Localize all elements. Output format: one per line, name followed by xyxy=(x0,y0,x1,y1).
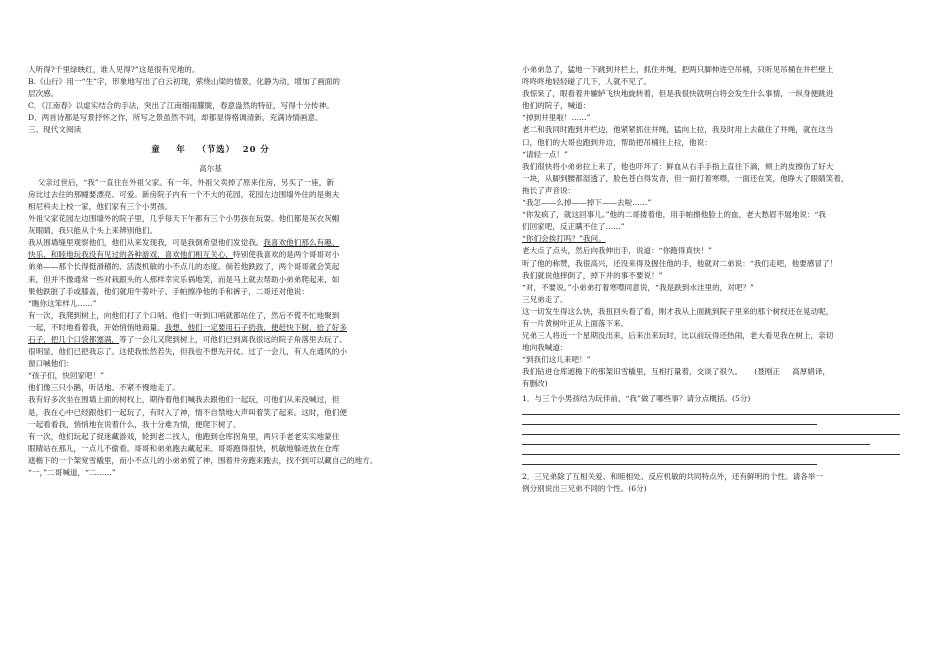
answer-line[interactable] xyxy=(522,405,900,415)
text-line: 房比过去住的那幢要漂亮、可爱。新房院子内有一个不大的花园，花园左边围墙外住的是奥夫 xyxy=(28,189,340,199)
question-2 xyxy=(522,471,900,495)
passage-paragraph-1 xyxy=(28,177,393,237)
text-line: 父亲过世后，“我”一直住在外祖父家。有一年，外祖父卖掉了原来住房，另买了一座，新 xyxy=(28,177,334,187)
text-line: C．《江南春》以虚实结合的手法，突出了江南细雨朦胧，春意盎然的特征，写得十分传神。 xyxy=(28,101,334,111)
text-line: 我有好多次坐在围墙上面的树杈上，期待着他们喊我去跟他们一起玩，可他们从来没喊过，但 xyxy=(28,395,340,405)
text-line: “你发疯了，就这回事儿。”他的二哥搂着他，用手帕擦他脸上的血，老大愁眉不展地说：“我 xyxy=(522,210,826,220)
text-line: 兄弟三人将近一个星期没出来，后来出来玩时，比以前玩得还热闹，老大看见我在树上，亲切 xyxy=(522,331,834,341)
text-line: “瞧你这笨样儿……” xyxy=(28,298,97,308)
text-line xyxy=(28,322,393,334)
text-line: 我们钻进仓库遮檐下的那架旧雪橇里，互相打量着，交谈了很久。 (聂刚正 高厚娟译， xyxy=(522,367,831,377)
text-span: 一起，不时地看着我，开始悄悄地商量。 xyxy=(28,322,165,332)
text-line xyxy=(28,249,393,261)
text-line xyxy=(28,237,393,249)
passage-author: 高尔基 xyxy=(199,163,222,173)
text-line: 有一次，他们玩起了捉迷藏游戏，轮到老二找人，他跑到仓库拐角里，两只手老老实实地蒙住 xyxy=(28,431,340,441)
text-line: 咚咚咚地轻轻碰了几下，人就不见了。 xyxy=(522,77,652,87)
text-line: 是，我在心中已经跟他们一起玩了，有时入了神，情不自禁地大声叫着笑了起来。这时，他们便 xyxy=(28,407,347,417)
left-column xyxy=(28,64,393,479)
underlined-sentence: 快乐、和睦地玩我没有见过的各种游戏，喜欢他们相互关心， xyxy=(28,250,234,260)
text-line: 灰眼睛，我只能从个头上来辨别他们。 xyxy=(28,226,158,236)
text-line: 来，但并不像通常一些对栽跟头的人那样幸灾乐祸地笑，而是马上就去帮助小弟弟爬起来，如 xyxy=(28,274,340,284)
underlined-sentence: 石子，把几个口袋都塞满， xyxy=(28,334,120,344)
text-line: 听了他的称赞，我很高兴，还没来得及握住他的手，他就对二弟说：“我们走吧，他要感冒了！ xyxy=(522,258,838,268)
answer-area-1[interactable] xyxy=(522,405,900,465)
text-line: 人听得?千里绿映红，谁人见得?”这是很有见地的。 xyxy=(28,65,200,74)
text-line: 老二和我同时跑到井栏边，他紧紧抓住井绳，猛向上拉，我及时用上去截住了井绳，就在这当 xyxy=(522,125,834,135)
text-line: 地向我喊道： xyxy=(522,343,568,353)
text-line: 他们的院子，喊道： xyxy=(522,101,591,111)
answer-line[interactable] xyxy=(522,455,817,465)
underlined-sentence: “你们会挨打吗？”我问。 xyxy=(522,234,606,244)
passage-continued xyxy=(522,64,900,391)
text-line: D．两首诗都是写景抒怀之作，所写之景虽然不同，却都显得格调清新，充满诗情画意。 xyxy=(28,113,323,123)
text-span: 特别使我喜欢的是两个哥哥对小 xyxy=(233,250,340,260)
text-line: 小弟弟急了，猛地一下跳到井栏上，抓住井绳，把两只脚伸进空吊桶，只听见吊桶在井栏壁上 xyxy=(522,65,834,74)
text-line: 窗口喊他们： xyxy=(28,359,74,369)
text-line: 遮檐下的一个架宽雪橇里，而小不点儿的小弟弟慌了神，围着井旁跑来跑去，找不到可以藏自己的地方。 xyxy=(28,455,378,465)
text-line: 例分别说出三兄弟不同的个性。(6分) xyxy=(522,483,647,493)
text-span: 我从围墙缝里观察他们，他们从来发现我，可是我倒希望他们发觉我。 xyxy=(28,238,264,248)
text-line: 我们就说他摔倒了，掉下井的事不要说！” xyxy=(522,270,663,280)
text-line: 我惊呆了，眼看着井辘轳飞快地旋转着，但是我很快就明白将会发生什么事情，一纵身便跳进 xyxy=(522,89,834,99)
text-line: 有一次，我爬到树上，向他们打了个口哨。他们一听到口哨就都站住了，然后不慌不忙地聚到 xyxy=(28,310,340,320)
text-line: 老大点了点头，然后向我伸出手，说道：“你跑得真快！” xyxy=(522,246,713,256)
text-line: B.《山行》用一“生”字，形象地写出了白云初现，萦绕山梁的情景，化静为动，增加了画面的 xyxy=(28,77,340,87)
text-line: “一，”二哥喊道，“二……” xyxy=(28,468,116,477)
text-line: 眼睛站在那儿，一点儿不偷看。哥哥和弟弟跑去藏起来。哥哥跑得很快，机敏地躲进放在仓库 xyxy=(28,443,340,453)
text-line: 一块，从脚到腰都湿透了，脸色苍白得发青，但一面打着寒噤，一面还在笑，他睁大了眼睛笑着， xyxy=(522,173,849,183)
text-line: 有一片黄树叶正从上面落下来。 xyxy=(522,318,629,328)
text-line: 拖长了声音说： xyxy=(522,185,576,195)
question-1: 1．与三个小男孩结为玩伴前，“我”做了哪些事？请分点概括。(5分) xyxy=(522,393,751,403)
text-line: 层次感。 xyxy=(28,89,59,99)
text-line: 三兄弟走了。 xyxy=(522,294,568,304)
answer-line[interactable] xyxy=(522,425,900,435)
text-span: 等了一会儿又爬到树上，可他们已到离我很远的院子角落里去玩了。 xyxy=(119,334,347,344)
underlined-sentence: 我喜欢他们那么有趣、 xyxy=(263,238,340,248)
answer-line[interactable] xyxy=(522,435,870,445)
right-column xyxy=(522,64,900,495)
text-line: 2．三兄弟除了互相关爱、和睦相处、反应机敏的共同特点外，还有鲜明的个性。请各举一 xyxy=(522,471,823,481)
text-line: 一起看看我，悄悄地在说着什么，我十分难为情，便爬下树了。 xyxy=(28,419,241,429)
underlined-sentence: 我想，他们一定要用石子扔我，便赶快下树，拾了好多 xyxy=(164,322,347,332)
answer-line[interactable] xyxy=(522,445,900,455)
text-line: “我怎——么掉——掉下——去啦……” xyxy=(522,198,652,208)
text-line: 果他跌脏了手或膝盖，他们就用牛蒡叶子、手帕擦净他的手和裤子，二哥还对他说： xyxy=(28,286,309,296)
text-line: 相尼科夫上校一家，他们家有三个小男孩。 xyxy=(28,201,173,211)
text-line: “对，不要说，”小弟弟打着寒噤同意说，“我是跌到水洼里的，对吧？” xyxy=(522,282,754,292)
passage-title: 童 年 （节选） 20 分 xyxy=(151,143,270,154)
text-line: “到我们这儿来吧！” xyxy=(522,355,591,365)
text-line: 他们像三只小鹅，听话地、不紧不慢地走了。 xyxy=(28,383,180,393)
section-heading: 三、现代文阅读 xyxy=(28,125,82,135)
text-line: 我们很快将小弟弟拉上来了，他也吓坏了：鲜血从右手手指上直往下滴，颊上的皮擦伤了好大 xyxy=(522,161,834,171)
text-line: 口，他们的大哥也跑到井边，帮助把吊桶往上拉，他说： xyxy=(522,137,712,147)
prev-answer-options xyxy=(28,64,393,137)
answer-line[interactable] xyxy=(522,415,817,425)
text-line xyxy=(28,334,393,346)
text-line: 这一切发生得这么快，我扭回头看了看，刚才我从上面跳到院子里来的那个树杈还在晃动呢， xyxy=(522,306,834,316)
text-line: “请轻一点！” xyxy=(522,149,568,159)
text-line: 外祖父家花园左边围墙外的院子里，几乎每天下午都有三个小男孩在玩耍。他们都是灰衣灰帽 xyxy=(28,214,340,224)
text-line: “掉到井里啦！……” xyxy=(522,113,591,123)
text-line: “孩子们，快回家吧！” xyxy=(28,371,105,381)
text-line: 很明显，他们已把我忘了。这使我怅然若失，但我也不想先开仗。过了一会儿，有人在通风的小 xyxy=(28,347,347,357)
text-line: 有删改) xyxy=(522,379,548,389)
text-line: 弟弟——那个长得挺滑稽的、活泼机敏的小不点儿的态度。倘若他跌跤了，两个哥哥就会笑起 xyxy=(28,262,340,272)
text-line: 们回家吧，反正瞒不住了……” xyxy=(522,222,625,232)
passage-paragraph-2 xyxy=(28,237,393,479)
